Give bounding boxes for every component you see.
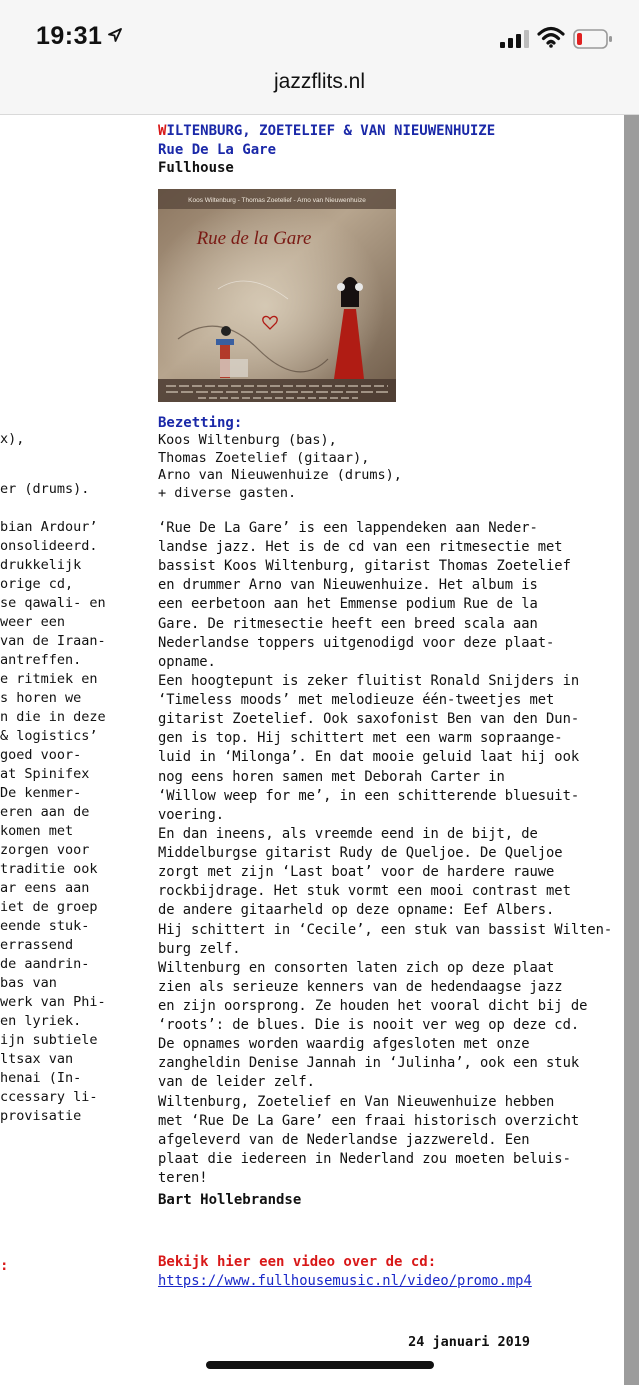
body-line: plaat die iedereen in Nederland zou moeten beluis-	[158, 1150, 571, 1167]
left-column-line: orige cd,	[0, 576, 74, 592]
left-column-line: x),	[0, 431, 25, 447]
left-column-line: henai (In-	[0, 1070, 82, 1086]
body-line: zangheldin Denise Jannah in ‘Julinha’, ook een stuk	[158, 1055, 580, 1072]
artist-initial: W	[158, 123, 167, 139]
left-column-line: er (drums).	[0, 481, 90, 497]
cover-script-title: Rue de la Gare	[196, 228, 312, 249]
left-column-line: De kenmer-	[0, 785, 82, 801]
page-scrollbar[interactable]	[624, 115, 639, 1385]
cellular-signal-icon	[500, 30, 530, 48]
album-cover-image[interactable]	[158, 189, 396, 402]
left-column-line: n die in deze	[0, 709, 106, 725]
body-line: Een hoogtepunt is zeker fluitist Ronald Snijders in	[158, 672, 580, 689]
artist-rest: ILTENBURG, ZOETELIEF & VAN NIEUWENHUIZE	[166, 123, 496, 139]
body-line: Hij schittert in ‘Cecile’, een stuk van bassist Wilten-	[158, 921, 613, 938]
body-line: zorgt met zijn ‘Last boat’ voor de hardere rauwe	[158, 864, 555, 881]
browser-address-bar[interactable]	[0, 62, 639, 115]
body-line: luid in ‘Milonga’. En dat mooie geluid laat hij ook	[158, 749, 580, 766]
left-column-line: ar eens aan	[0, 880, 90, 896]
body-line: de andere gitaarheld op deze opname: Eef Albers.	[158, 902, 555, 919]
left-column-line: eende stuk-	[0, 918, 90, 934]
left-column-line: en lyriek.	[0, 1013, 82, 1029]
body-line: ‘roots’: de blues. Die is nooit ver weg op deze cd.	[158, 1017, 580, 1034]
left-column-line: bas van	[0, 975, 57, 991]
artist-heading	[158, 123, 495, 139]
body-line: opname.	[158, 653, 216, 670]
page-content	[0, 115, 624, 1385]
body-line: landse jazz. Het is de cd van een ritmesectie met	[158, 539, 563, 556]
left-column-line: e ritmiek en	[0, 671, 98, 687]
review-author: Bart Hollebrandse	[158, 1192, 302, 1208]
left-column-line: provisatie	[0, 1108, 82, 1124]
body-line: zien als serieuze kenners van de hedendaagse jazz	[158, 978, 563, 995]
publish-date: 24 januari 2019	[408, 1334, 530, 1350]
video-link[interactable]: https://www.fullhousemusic.nl/video/promo.mp4	[158, 1273, 532, 1289]
left-column-line: van de Iraan-	[0, 633, 106, 649]
body-line: en zijn oorsprong. Ze houden het vooral dicht bij de	[158, 998, 588, 1014]
record-label: Fullhouse	[158, 160, 234, 176]
lineup-item: Arno van Nieuwenhuize (drums),	[158, 467, 402, 483]
body-line: Wiltenburg en consorten laten zich op deze plaat	[158, 959, 555, 976]
body-line: gitarist Zoetelief. Ook saxofonist Ben van den Dun-	[158, 711, 580, 728]
lineup-item: Koos Wiltenburg (bas),	[158, 432, 337, 448]
body-line: met ‘Rue De La Gare’ een fraai historisch overzicht	[158, 1112, 580, 1129]
status-time: 19:31	[36, 22, 103, 50]
body-line: burg zelf.	[158, 940, 241, 957]
left-column-line: komen met	[0, 823, 74, 839]
body-line: van de leider zelf.	[158, 1074, 315, 1091]
left-column-line: zorgen voor	[0, 842, 90, 858]
home-indicator[interactable]	[206, 1361, 434, 1369]
body-line: afgeleverd van de Nederlandse jazzwereld. Een	[158, 1131, 530, 1148]
body-line: ‘Rue De La Gare’ is een lappendeken aan Neder-	[158, 520, 538, 536]
left-column-line: weer een	[0, 614, 66, 630]
left-column-line: onsolideerd.	[0, 538, 98, 554]
left-column-line: & logistics’	[0, 728, 98, 744]
left-column-line: de aandrin-	[0, 956, 90, 972]
body-line: De opnames worden waardig afgesloten met onze	[158, 1036, 530, 1053]
wifi-icon	[537, 26, 565, 48]
status-bar	[0, 0, 639, 62]
video-heading: Bekijk hier een video over de cd:	[158, 1254, 437, 1270]
left-column-line: eren aan de	[0, 804, 90, 820]
body-line: nog eens horen samen met Deborah Carter in	[158, 768, 505, 785]
left-column-line: drukkelijk	[0, 557, 82, 573]
body-line: en drummer Arno van Nieuwenhuize. Het album is	[158, 577, 538, 594]
lineup-item: + diverse gasten.	[158, 484, 297, 501]
left-column-line: antreffen.	[0, 652, 82, 668]
left-column-red-fragment: :	[0, 1258, 9, 1274]
left-column-line: se qawali- en	[0, 595, 106, 611]
url-text[interactable]: jazzflits.nl	[273, 70, 366, 93]
left-column-line: bian Ardour’	[0, 519, 98, 535]
album-title: Rue De La Gare	[158, 142, 277, 158]
left-column-line: goed voor-	[0, 747, 82, 763]
left-column-line: ltsax van	[0, 1051, 74, 1067]
left-column-line: traditie ook	[0, 861, 98, 877]
left-column-line: errassend	[0, 937, 74, 953]
cover-top-text: Koos Wiltenburg - Thomas Zoetelief - Arno van Nieuwenhuize	[188, 197, 366, 204]
left-column-line: ccessary li-	[0, 1089, 98, 1105]
left-column-line: iet de groep	[0, 899, 98, 915]
battery-low-icon	[573, 29, 613, 49]
body-line: rockbijdrage. Het stuk vormt een mooi contrast met	[158, 883, 571, 900]
left-column-line: s horen we	[0, 690, 82, 706]
left-column-line: werk van Phi-	[0, 994, 106, 1010]
body-line: Gare. De ritmesectie heeft een breed scala aan	[158, 615, 538, 632]
left-column-line: at Spinifex	[0, 766, 90, 782]
body-line: voering.	[158, 806, 225, 823]
body-line: Wiltenburg, Zoetelief en Van Nieuwenhuize hebben	[158, 1093, 555, 1110]
location-arrow-icon	[108, 28, 122, 42]
body-line: Middelburgse gitarist Rudy de Queljoe. De Queljoe	[158, 845, 563, 862]
body-line: teren!	[158, 1170, 208, 1187]
body-line: bassist Koos Wiltenburg, gitarist Thomas Zoetelief	[158, 558, 571, 575]
lineup-heading: Bezetting:	[158, 415, 243, 431]
body-line: een eerbetoon aan het Emmense podium Rue de la	[158, 596, 538, 613]
left-column-line: ijn subtiele	[0, 1032, 98, 1048]
body-line: Nederlandse toppers uitgenodigd voor deze plaat-	[158, 634, 555, 651]
body-line: En dan ineens, als vreemde eend in de bijt, de	[158, 825, 538, 842]
body-line: ‘Willow weep for me’, in een schitterende bluesuit-	[158, 787, 580, 804]
body-line: gen is top. Hij schittert met een warm sopraange-	[158, 730, 563, 747]
body-line: ‘Timeless moods’ met melodieuze één-tweetjes met	[158, 692, 555, 709]
lineup-item: Thomas Zoetelief (gitaar),	[158, 449, 370, 466]
